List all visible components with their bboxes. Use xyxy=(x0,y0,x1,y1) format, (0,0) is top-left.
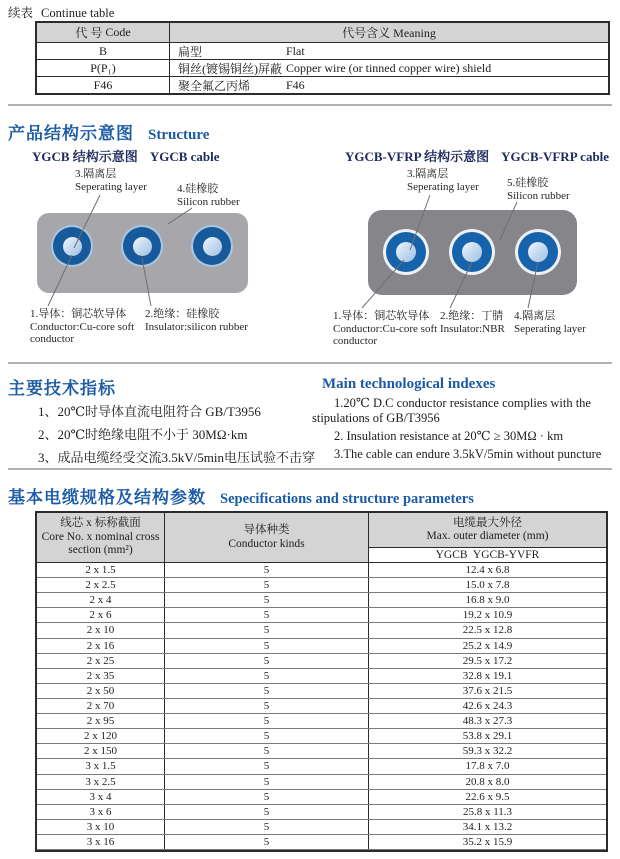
section-divider xyxy=(8,104,612,106)
tech-item-zh-3: 3、成品电缆经受交流3.5kV/5min电压试验不击穿 xyxy=(38,450,315,465)
cell-conductor-kind: 5 xyxy=(165,593,369,607)
cable-core xyxy=(383,229,429,275)
table-row xyxy=(37,820,606,835)
tech-item-en-2: 2. Insulation resistance at 20℃ ≥ 30MΩ · km xyxy=(334,429,564,443)
code-header-zh: 代 号 xyxy=(75,26,103,40)
table-row xyxy=(37,835,606,850)
ygcb-vfrp-diagram-title xyxy=(345,146,609,165)
cell-conductor-kind: 5 xyxy=(165,563,369,577)
meaning-cell xyxy=(170,43,608,60)
cell-max-diameter: 20.8 x 8.0 xyxy=(465,775,510,788)
label-insulator-right: 2.绝缘：丁腈 Insulator:NBR xyxy=(440,310,505,335)
cell-core-size: 3 x 2.5 xyxy=(37,775,165,789)
label-silicon-right: 5.硅橡胶 Silicon rubber xyxy=(507,177,570,202)
table-row xyxy=(37,669,606,684)
label-insulator-left: 2.绝缘：硅橡胶 Insulator:silicon rubber xyxy=(145,308,248,333)
spec-header-col3: 电缆最大外径 Max. outer diameter (mm) YGCB YGCB-YVFR xyxy=(369,513,606,562)
code-table-row xyxy=(37,42,608,59)
cell-conductor-kind: 5 xyxy=(165,744,369,758)
spec-header-col2: 导体种类 Conductor kinds xyxy=(165,513,369,562)
spec-heading-zh: 基本电缆规格及结构参数 xyxy=(8,488,206,507)
cell-core-size: 2 x 95 xyxy=(37,714,165,728)
table-row xyxy=(37,759,606,774)
spec-header-col3-sub: YGCB YGCB-YVFR xyxy=(369,547,606,562)
cell-conductor-kind: 5 xyxy=(165,820,369,834)
table-row xyxy=(37,775,606,790)
cell-max-diameter: 48.3 x 27.3 xyxy=(462,715,513,728)
cell-core-size: 3 x 10 xyxy=(37,820,165,834)
cell-max-diameter: 35.2 x 15.9 xyxy=(462,836,513,849)
label-conductor-left: 1.导体：铜芯软导体 Conductor:Cu-core soft conductor xyxy=(30,308,135,345)
label-sep-layer-right-bottom: 4.隔离层 Seperating layer xyxy=(514,310,586,335)
cable-core xyxy=(515,229,561,275)
cell-max-diameter: 15.0 x 7.8 xyxy=(465,579,510,592)
cell-core-size: 2 x 10 xyxy=(37,623,165,637)
cell-conductor-kind: 5 xyxy=(165,835,369,849)
table-row xyxy=(37,639,606,654)
cell-max-diameter: 59.3 x 32.2 xyxy=(462,745,513,758)
cell-core-size: 2 x 2.5 xyxy=(37,578,165,592)
ygcb-vfrp-title-zh: YGCB-VFRP 结构示意图 xyxy=(345,149,490,164)
continue-table-label-zh: 续表 xyxy=(8,6,34,20)
cell-conductor-kind: 5 xyxy=(165,623,369,637)
cell-core-size: 2 x 1.5 xyxy=(37,563,165,577)
table-row xyxy=(37,790,606,805)
cell-conductor-kind: 5 xyxy=(165,684,369,698)
cell-max-diameter: 25.2 x 14.9 xyxy=(462,639,513,652)
spec-table-body xyxy=(37,563,606,850)
meaning-header-cell: 代号含义 Meaning xyxy=(342,26,436,40)
meaning-zh: 铜丝(镀锡铜丝)屏蔽 xyxy=(178,62,282,76)
cell-max-diameter: 53.8 x 29.1 xyxy=(462,730,513,743)
spec-table xyxy=(35,511,608,852)
ygcb-vfrp-cable-cross-section xyxy=(368,210,577,295)
cell-core-size: 3 x 6 xyxy=(37,805,165,819)
code-header-cell xyxy=(37,23,170,42)
meaning-zh: 扁型 xyxy=(178,45,203,59)
cell-max-diameter: 12.4 x 6.8 xyxy=(465,564,510,577)
cell-core-size: 2 x 4 xyxy=(37,593,165,607)
cable-core xyxy=(449,229,495,275)
cell-conductor-kind: 5 xyxy=(165,699,369,713)
spec-header-col1: 线芯 x 标称截面 Core No. x nominal cross section (mm²) xyxy=(37,513,165,562)
cell-conductor-kind: 5 xyxy=(165,790,369,804)
cell-max-diameter: 32.8 x 19.1 xyxy=(462,669,513,682)
meaning-zh: 聚全氟乙丙烯 xyxy=(178,79,251,93)
cell-conductor-kind: 5 xyxy=(165,729,369,743)
cell-core-size: 2 x 50 xyxy=(37,684,165,698)
tech-item-zh-1: 1、20℃时导体直流电阻符合 GB/T3956 xyxy=(38,404,261,419)
cell-core-size: 2 x 150 xyxy=(37,744,165,758)
cell-max-diameter: 22.6 x 9.5 xyxy=(465,790,510,803)
cell-max-diameter: 17.8 x 7.0 xyxy=(465,760,510,773)
label-sep-layer-right-top: 3.隔离层 Seperating layer xyxy=(407,168,479,193)
cell-max-diameter: 29.5 x 17.2 xyxy=(462,654,513,667)
table-row xyxy=(37,578,606,593)
cable-core xyxy=(121,225,163,267)
cell-core-size: 2 x 70 xyxy=(37,699,165,713)
code-cell: F46 xyxy=(37,77,170,94)
code-cell: B xyxy=(37,43,170,60)
table-row xyxy=(37,744,606,759)
cell-core-size: 2 x 25 xyxy=(37,654,165,668)
code-meaning-table xyxy=(35,21,610,95)
ygcb-cable-cross-section xyxy=(37,213,248,293)
meaning-cell xyxy=(170,60,608,77)
tech-item-en-3: 3.The cable can endure 3.5kV/5min without puncture xyxy=(334,447,602,461)
continue-table-label-en: Continue table xyxy=(41,6,115,20)
cell-max-diameter: 16.8 x 9.0 xyxy=(465,594,510,607)
ygcb-diagram-title xyxy=(32,146,220,165)
code-table-header-row xyxy=(37,23,608,42)
cell-conductor-kind: 5 xyxy=(165,669,369,683)
cell-max-diameter: 42.6 x 24.3 xyxy=(462,700,513,713)
cell-conductor-kind: 5 xyxy=(165,639,369,653)
meaning-en: F46 xyxy=(286,78,305,92)
cell-max-diameter: 37.6 x 21.5 xyxy=(462,684,513,697)
cell-max-diameter: 22.5 x 12.8 xyxy=(462,624,513,637)
ygcb-title-en: YGCB cable xyxy=(149,149,220,164)
label-conductor-right: 1.导体：铜芯软导体 Conductor:Cu-core soft conductor xyxy=(333,310,438,347)
spec-table-header xyxy=(37,513,606,563)
tech-item-zh-2: 2、20℃时绝缘电阻不小于 30MΩ·km xyxy=(38,427,248,442)
structure-heading-zh: 产品结构示意图 xyxy=(8,124,134,143)
cell-core-size: 3 x 1.5 xyxy=(37,759,165,773)
ygcb-title-zh: YGCB 结构示意图 xyxy=(32,149,138,164)
tech-heading-zh: 主要技术指标 xyxy=(8,379,116,398)
table-row xyxy=(37,684,606,699)
cell-conductor-kind: 5 xyxy=(165,759,369,773)
label-sep-layer-left: 3.隔离层 Seperating layer xyxy=(75,168,147,193)
table-row xyxy=(37,608,606,623)
tech-item-en-1: 1.20℃ D.C conductor resistance complies with the stipulations of GB/T3956 xyxy=(312,396,591,425)
cell-core-size: 3 x 4 xyxy=(37,790,165,804)
cell-conductor-kind: 5 xyxy=(165,805,369,819)
spec-section-heading xyxy=(8,483,474,508)
cell-conductor-kind: 5 xyxy=(165,608,369,622)
cell-core-size: 2 x 6 xyxy=(37,608,165,622)
table-row xyxy=(37,729,606,744)
code-cell: P(P₁) xyxy=(37,60,170,77)
section-divider xyxy=(8,362,612,364)
code-table-row xyxy=(37,76,608,93)
section-divider xyxy=(8,468,612,470)
tech-heading-en: Main technological indexes xyxy=(322,376,496,392)
continue-table-label xyxy=(8,3,114,21)
cable-core xyxy=(51,225,93,267)
ygcb-vfrp-title-en: YGCB-VFRP cable xyxy=(501,149,610,164)
cell-max-diameter: 34.1 x 13.2 xyxy=(462,820,513,833)
meaning-cell xyxy=(170,77,608,94)
table-row xyxy=(37,654,606,669)
table-row xyxy=(37,805,606,820)
cell-max-diameter: 19.2 x 10.9 xyxy=(462,609,513,622)
cell-core-size: 3 x 16 xyxy=(37,835,165,849)
table-row xyxy=(37,699,606,714)
cell-core-size: 2 x 35 xyxy=(37,669,165,683)
table-row xyxy=(37,563,606,578)
cell-core-size: 2 x 120 xyxy=(37,729,165,743)
structure-heading-en: Structure xyxy=(148,127,210,143)
cell-conductor-kind: 5 xyxy=(165,714,369,728)
meaning-en: Flat xyxy=(286,44,305,58)
structure-section-heading xyxy=(8,119,209,144)
meaning-en: Copper wire (or tinned copper wire) shield xyxy=(286,61,492,75)
code-table-row xyxy=(37,59,608,76)
table-row xyxy=(37,593,606,608)
cable-core xyxy=(191,225,233,267)
code-header-en: Code xyxy=(105,25,131,39)
table-row xyxy=(37,714,606,729)
cell-core-size: 2 x 16 xyxy=(37,639,165,653)
label-silicon-left: 4.硅橡胶 Silicon rubber xyxy=(177,183,240,208)
tech-items-en xyxy=(312,396,618,465)
cell-max-diameter: 25.8 x 11.3 xyxy=(462,805,513,818)
cell-conductor-kind: 5 xyxy=(165,775,369,789)
table-row xyxy=(37,623,606,638)
spec-heading-en: Sepecifications and structure parameters xyxy=(220,491,474,507)
cell-conductor-kind: 5 xyxy=(165,654,369,668)
cell-conductor-kind: 5 xyxy=(165,578,369,592)
